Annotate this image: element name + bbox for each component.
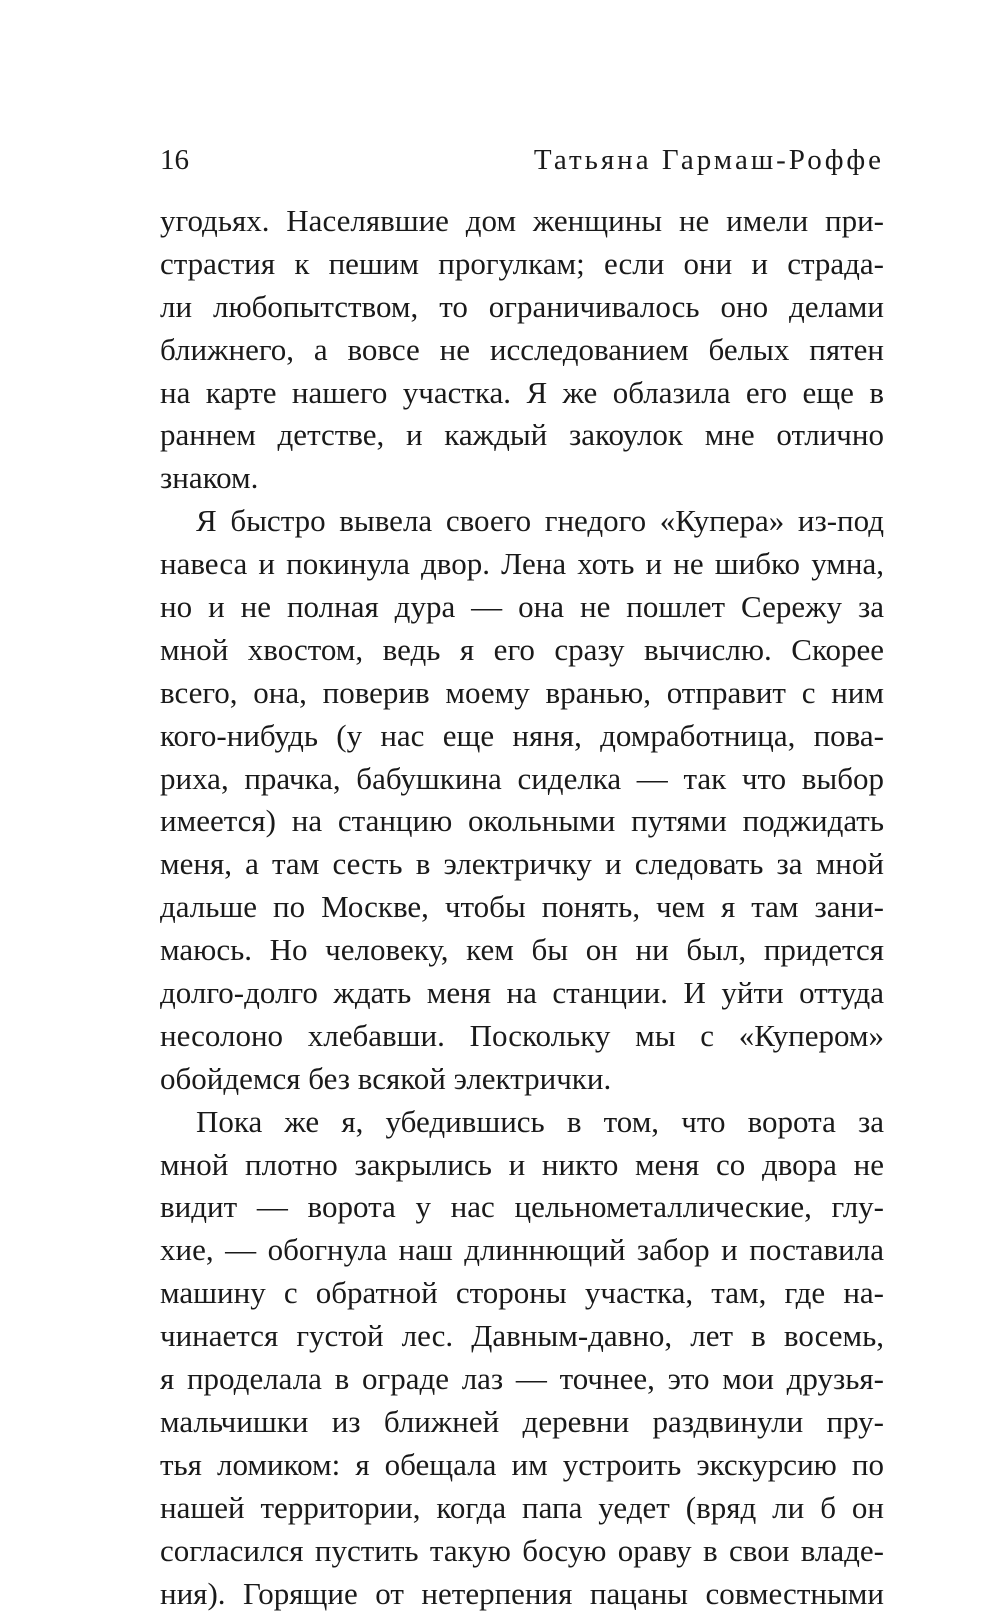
text-line: согласился пустить такую босую ораву в свои владе-	[160, 1530, 884, 1573]
text-line: но и не полная дура — она не пошлет Сережу за	[160, 586, 884, 629]
text-line: меня, а там сесть в электричку и следовать за мной	[160, 843, 884, 886]
text-line: имеется) на станцию окольными путями поджидать	[160, 800, 884, 843]
text-line: ли любопытством, то ограничивалось оно делами	[160, 286, 884, 329]
text-line: мальчишки из ближней деревни раздвинули пру-	[160, 1401, 884, 1444]
text-line: навеса и покинула двор. Лена хоть и не шибко умна,	[160, 543, 884, 586]
text-line: знаком.	[160, 457, 884, 500]
text-line: тья ломиком: я обещала им устроить экскурсию по	[160, 1444, 884, 1487]
text-line: несолоно хлебавши. Поскольку мы с «Купером»	[160, 1015, 884, 1058]
text-line: раннем детстве, и каждый закоулок мне отлично	[160, 414, 884, 457]
text-line: я проделала в ограде лаз — точнее, это мои друзья-	[160, 1358, 884, 1401]
text-line: маюсь. Но человеку, кем бы он ни был, придется	[160, 929, 884, 972]
text-line: Пока же я, убедившись в том, что ворота за	[160, 1101, 884, 1144]
text-line: ния). Горящие от нетерпения пацаны совместными	[160, 1573, 884, 1615]
text-line: страстия к пешим прогулкам; если они и страда-	[160, 243, 884, 286]
text-line: на карте нашего участка. Я же облазила его еще в	[160, 372, 884, 415]
text-line: видит — ворота у нас цельнометаллические, глу-	[160, 1186, 884, 1229]
paragraph	[160, 1101, 884, 1615]
text-line: кого-нибудь (у нас еще няня, домработница, пова-	[160, 715, 884, 758]
running-title: Татьяна Гармаш-Роффе	[534, 140, 884, 180]
text-line: угодьях. Населявшие дом женщины не имели при-	[160, 200, 884, 243]
page-number: 16	[160, 140, 189, 180]
text-line: чинается густой лес. Давным-давно, лет в восемь,	[160, 1315, 884, 1358]
paragraph	[160, 200, 884, 500]
text-line: риха, прачка, бабушкина сиделка — так что выбор	[160, 758, 884, 801]
body-text	[160, 200, 884, 1615]
text-line: всего, она, поверив моему вранью, отправит с ним	[160, 672, 884, 715]
text-line: долго-долго ждать меня на станции. И уйти оттуда	[160, 972, 884, 1015]
text-line: Я быстро вывела своего гнедого «Купера» из-под	[160, 500, 884, 543]
text-line: мной плотно закрылись и никто меня со двора не	[160, 1144, 884, 1187]
paragraph	[160, 500, 884, 1100]
text-line: нашей территории, когда папа уедет (вряд ли б он	[160, 1487, 884, 1530]
text-line: ближнего, а вовсе не исследованием белых пятен	[160, 329, 884, 372]
text-line: дальше по Москве, чтобы понять, чем я там зани-	[160, 886, 884, 929]
page-header	[160, 140, 884, 180]
text-line: мной хвостом, ведь я его сразу вычислю. Скорее	[160, 629, 884, 672]
text-line: обойдемся без всякой электрички.	[160, 1058, 884, 1101]
text-line: хие, — обогнула наш длиннющий забор и поставила	[160, 1229, 884, 1272]
text-line: машину с обратной стороны участка, там, где на-	[160, 1272, 884, 1315]
